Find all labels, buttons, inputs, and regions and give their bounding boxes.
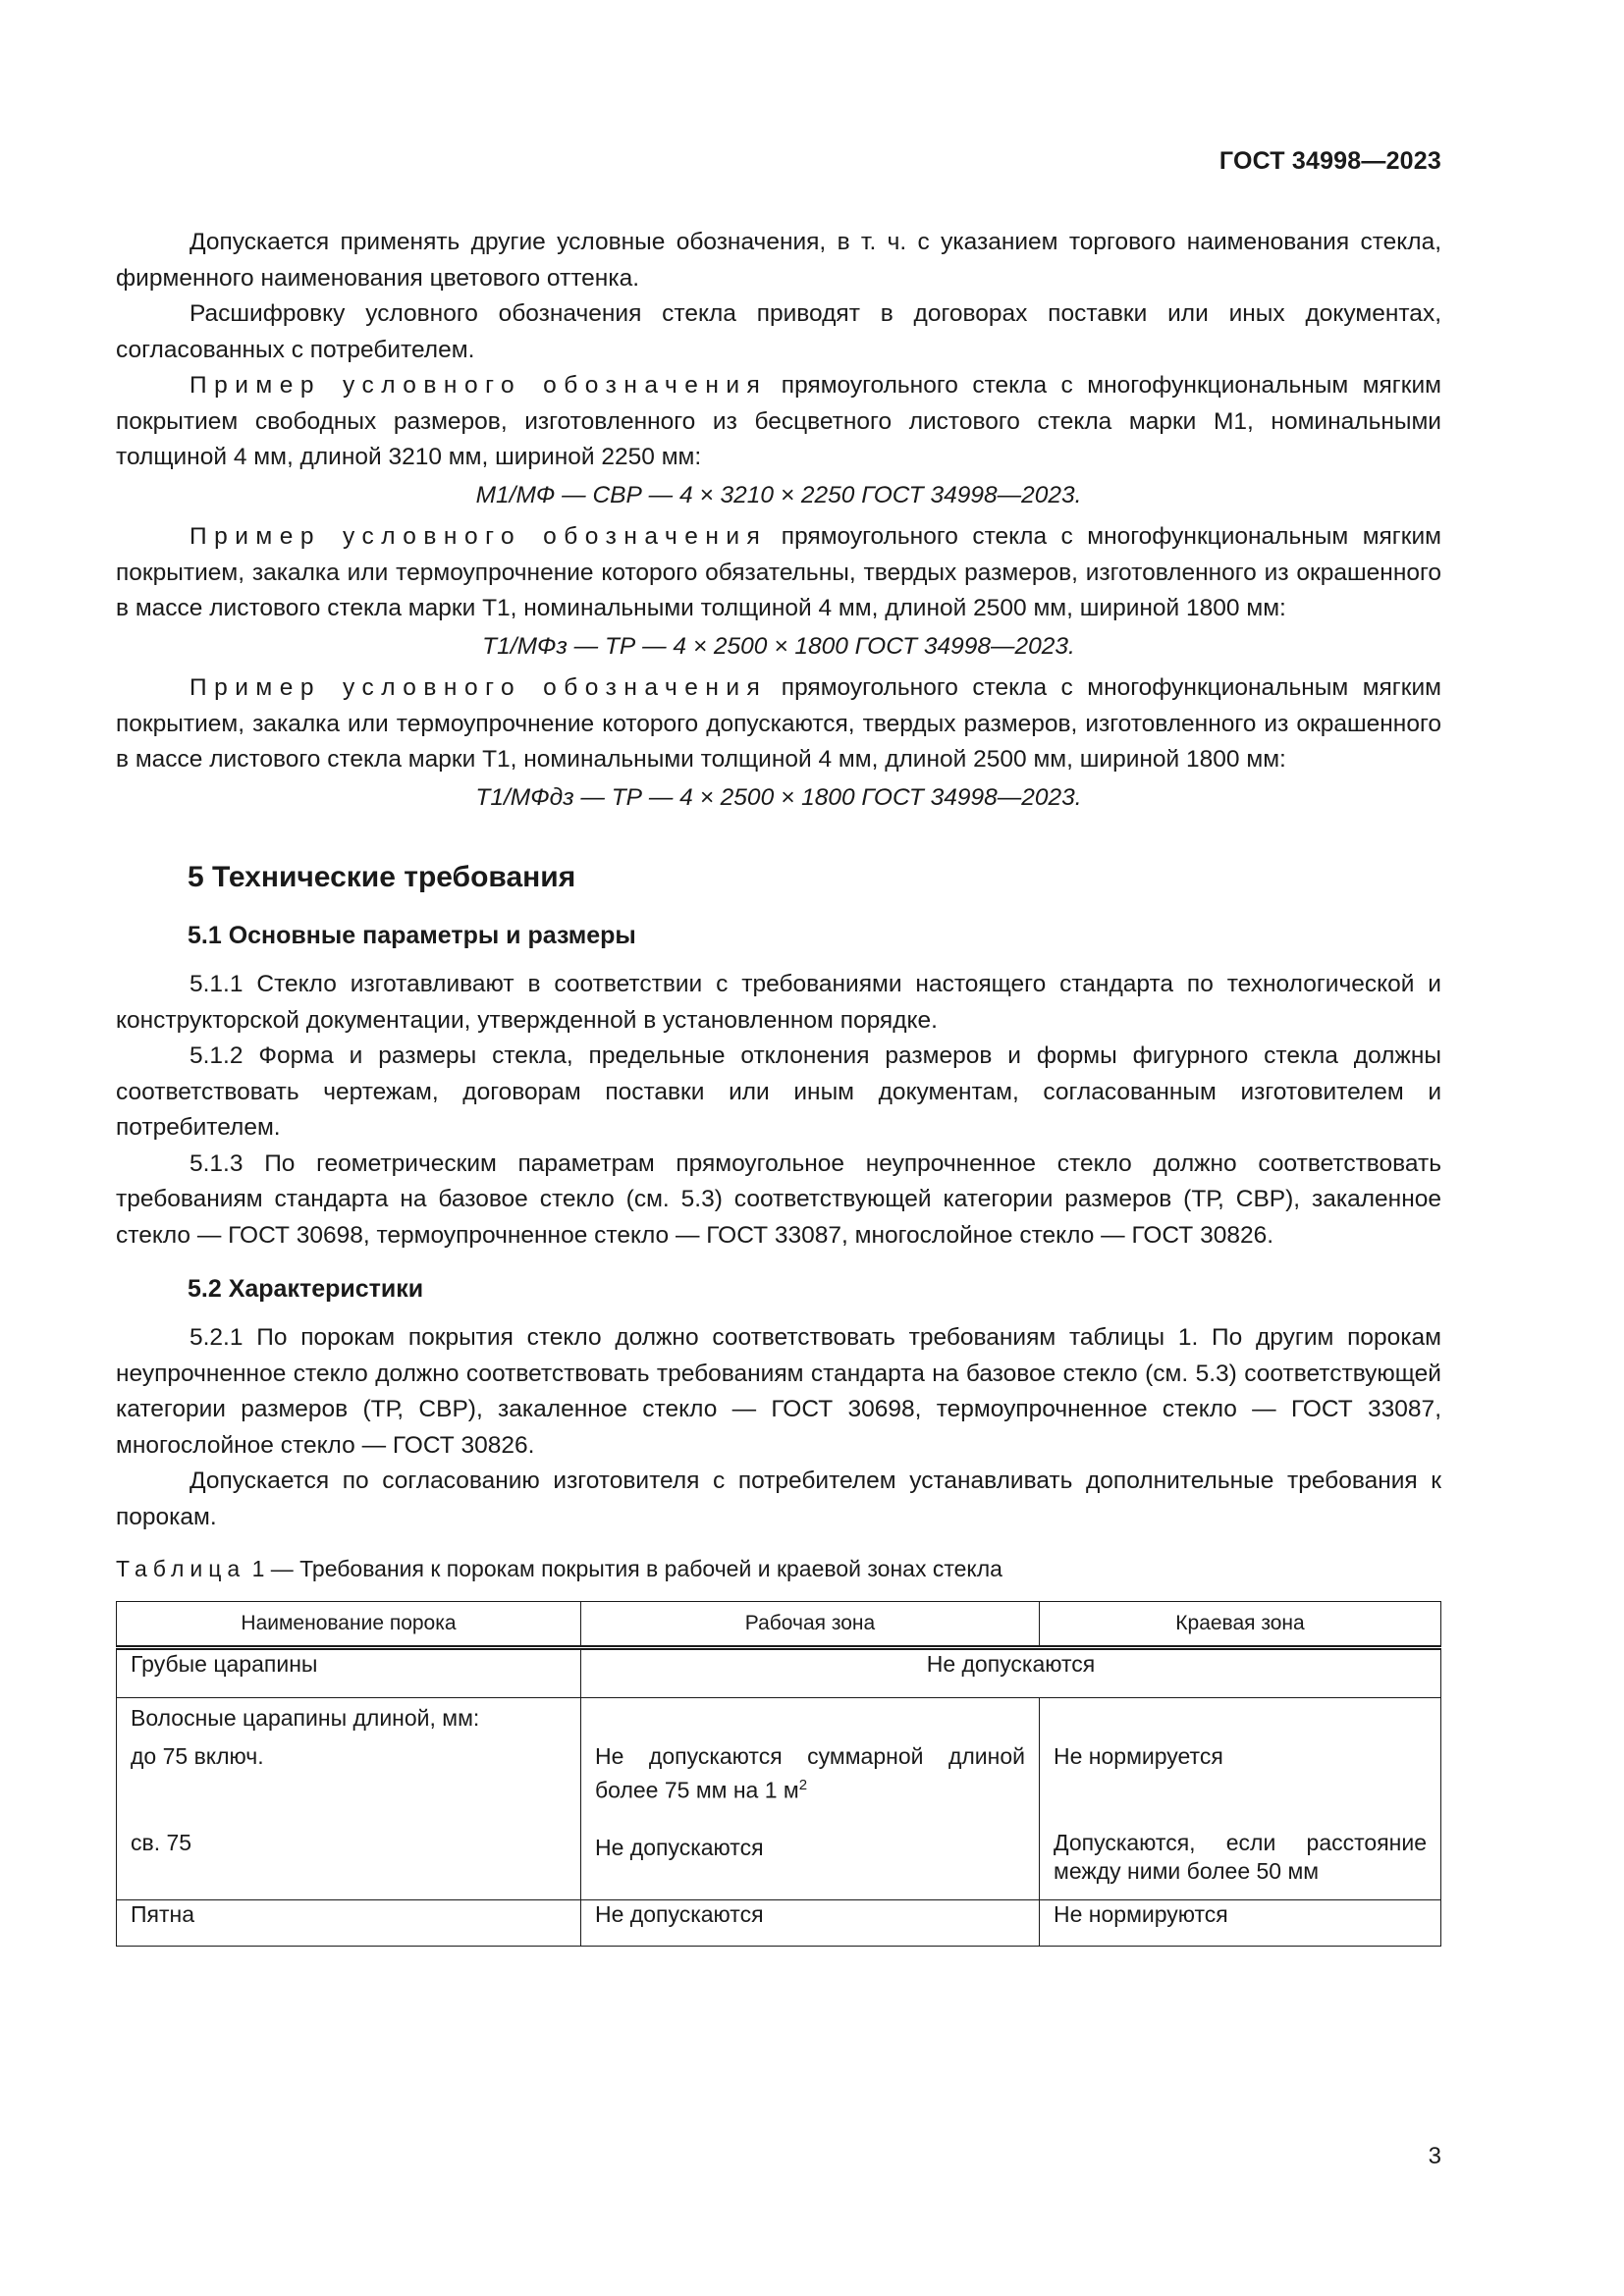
table-caption [116,1551,1441,1587]
clause-paragraph: Допускается по согласованию изготовителя с потребителем устанавливать дополнительные требования к порокам. [116,1468,1441,1530]
table-cell [1040,1697,1441,1900]
page-content [116,225,1441,1947]
cell-text: Допускаются, если расстояние между ними более 50 мм [1054,1829,1427,1884]
table-caption-word: Таблица [116,1556,246,1581]
example-text: прямоугольного стекла с многофункциональным мягким покрытием, закалка или термоупрочнение которого обязательны, твердых размеров, изготовленного из окрашенного в массе листового стекла марки Т1, номинальными толщиной 4 мм, длиной 2500 мм, шириной 1800 мм: [116,523,1441,621]
designation-formula: Т1/МФдз — ТР — 4 × 2500 × 1800 ГОСТ 34998—2023. [475,783,1082,811]
designation-formula: М1/МФ — СВР — 4 × 3210 × 2250 ГОСТ 34998—2023. [475,481,1082,508]
cell-text: до 75 включ. [131,1742,264,1769]
table-header-cell: Краевая зона [1040,1601,1441,1647]
table-header-cell: Рабочая зона [581,1601,1040,1647]
cell-text: св. 75 [131,1829,192,1855]
example-label: Пример условного обозначения [189,674,768,701]
table-row [117,1647,1441,1697]
table-row [117,1900,1441,1947]
superscript: 2 [798,1776,808,1793]
example-text: прямоугольного стекла с многофункциональным мягким покрытием, закалка или термоупрочнение которого допускаются, твердых размеров, изготовленного из окрашенного в массе листового стекла марки Т1, номинальными толщиной 4 мм, длиной 2500 мм, шириной 1800 мм: [116,674,1441,773]
table-cell: Не нормируются [1040,1900,1441,1947]
table-row [117,1697,1441,1900]
table-cell: Не допускаются [581,1900,1040,1947]
paragraph: Допускается применять другие условные обозначения, в т. ч. с указанием торгового наименования стекла, фирменного наименования цветового оттенка. [116,229,1441,292]
cell-text: Не допускаются суммарной длиной более 75 мм на 1 $м^2$ [595,1742,1025,1803]
clause-paragraph: 5.2.1 По порокам покрытия стекло должно соответствовать требованиям таблицы 1. По другим порокам неупрочненное стекло должно соответствовать требованиям стандарта на базовое стекло (см. 5.3) соответствующей категории размеров (ТР, СВР), закаленное стекло — ГОСТ 30698, термоупрочненное стекло — ГОСТ 33087, многослойное стекло — ГОСТ 30826. [116,1324,1441,1459]
example-label: Пример условного обозначения [189,523,768,550]
example-paragraph [116,670,1441,778]
example-label: Пример условного обозначения [189,372,768,399]
example-paragraph [116,519,1441,627]
designation-formula: Т1/МФз — ТР — 4 × 2500 × 1800 ГОСТ 34998—2023. [482,632,1075,660]
subsection-heading: 5.1 Основные параметры и размеры [188,922,636,949]
paragraph: Расшифровку условного обозначения стекла приводят в договорах поставки или иных документах, согласованных с потребителем. [116,300,1441,363]
page-number: 3 [1428,2143,1441,2169]
table-caption-text: 1 — Требования к порокам покрытия в рабочей и краевой зонах стекла [245,1556,1002,1581]
clause-paragraph: 5.1.2 Форма и размеры стекла, предельные отклонения размеров и формы фигурного стекла должны соответствовать чертежам, договорам поставки или иным документам, согласованным изготовителем и потребителем. [116,1042,1441,1141]
table-header-cell: Наименование порока [117,1601,581,1647]
table-cell [117,1697,581,1900]
document-code-header: ГОСТ 34998—2023 [1218,147,1441,175]
table-cell [581,1697,1040,1900]
table-header-row [117,1601,1441,1647]
cell-text: Волосные царапины длиной, мм: [131,1704,480,1731]
example-paragraph [116,368,1441,476]
subsection-heading: 5.2 Характеристики [188,1275,424,1303]
clause-paragraph: 5.1.1 Стекло изготавливают в соответствии с требованиями настоящего стандарта по технологической и конструкторской документации, утвержденной в установленном порядке. [116,971,1441,1034]
table-cell: Не допускаются [581,1647,1441,1697]
cell-text: Не допускаются [595,1835,764,1861]
cell-text: Не нормируется [1054,1742,1223,1769]
defects-table [116,1601,1441,1948]
table-cell: Пятна [117,1900,581,1947]
example-text: прямоугольного стекла с многофункциональным мягким покрытием свободных размеров, изготовленного из бесцветного листового стекла марки М1, номинальными толщиной 4 мм, длиной 3210 мм, шириной 2250 мм: [116,372,1441,470]
clause-paragraph: 5.1.3 По геометрическим параметрам прямоугольное неупрочненное стекло должно соответствовать требованиям стандарта на базовое стекло (см. 5.3) соответствующей категории размеров (ТР, СВР), закаленное стекло — ГОСТ 30698, термоупрочненное стекло — ГОСТ 33087, многослойное стекло — ГОСТ 30826. [116,1149,1441,1249]
section-heading: 5 Технические требования [188,861,576,893]
table-cell: Грубые царапины [117,1647,581,1697]
